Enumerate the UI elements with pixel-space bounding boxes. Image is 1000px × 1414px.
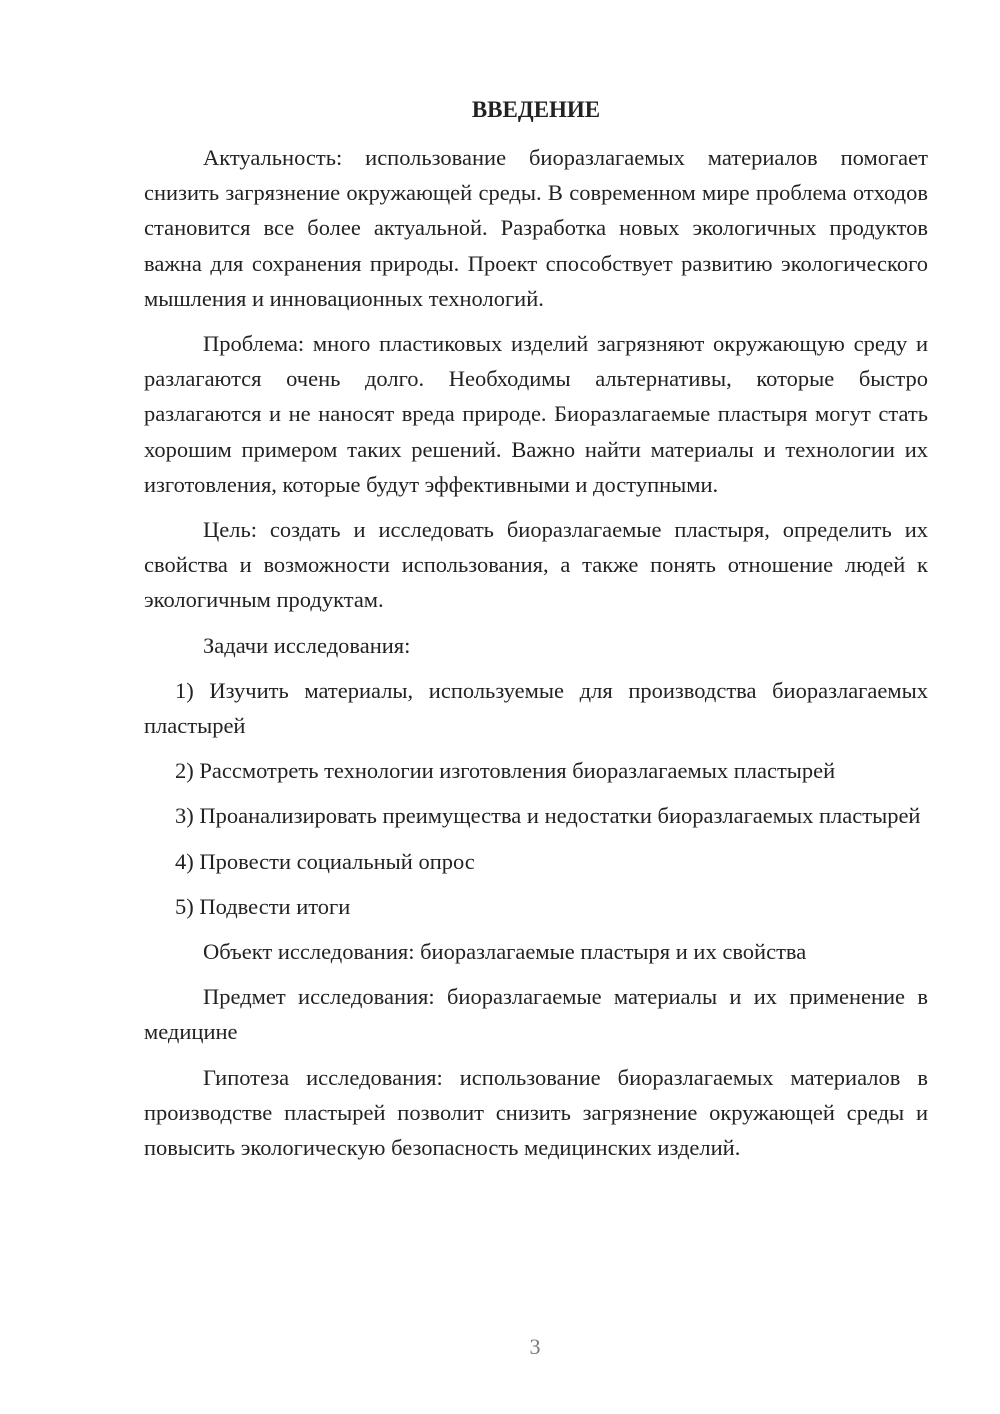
document-body	[144, 92, 928, 1175]
task-item-4: 4) Провести социальный опрос	[175, 848, 475, 874]
task-item-1: 1) Изучить материалы, используемые для производства биоразлагаемых пластырей	[144, 677, 928, 739]
task-item-5: 5) Подвести итоги	[175, 893, 351, 919]
page-number: 3	[529, 1334, 541, 1359]
paragraph-goal: Цель: создать и исследовать биоразлагаемые пластыря, определить их свойства и возможности использования, а также понять отношение людей к экологичным продуктам.	[144, 517, 928, 613]
paragraph-subject: Предмет исследования: биоразлагаемые материалы и их применение в медицине	[144, 984, 928, 1045]
task-item-3: 3) Проанализировать преимущества и недостатки биоразлагаемых пластырей	[175, 803, 921, 829]
paragraph-relevance: Актуальность: использование биоразлагаемых материалов помогает снизить загрязнение окружающей среды. В современном мире проблема отходов становится все более актуальной. Разработка новых экологичных продуктов важна для сохранения природы. Проект способствует развитию экологического мышления и инновационных технологий.	[144, 145, 928, 311]
task-item-2: 2) Рассмотреть технологии изготовления биоразлагаемых пластырей	[175, 758, 836, 784]
page-title: ВВЕДЕНИЕ	[471, 97, 601, 122]
paragraph-problem: Проблема: много пластиковых изделий загрязняют окружающую среду и разлагаются очень долго. Необходимы альтернативы, которые быстро разлагаются и не наносят вреда природе. Биоразлагаемые пластыря могут стать хорошим примером таких решений. Важно найти материалы и технологии их изготовления, которые будут эффективными и доступными.	[144, 331, 928, 497]
paragraph-hypothesis: Гипотеза исследования: использование биоразлагаемых материалов в производстве пластырей позволит снизить загрязнение окружающей среды и повысить экологическую безопасность медицинских изделий.	[144, 1064, 928, 1161]
paragraph-object: Объект исследования: биоразлагаемые пластыря и их свойства	[203, 939, 807, 965]
tasks-heading: Задачи исследования:	[203, 632, 411, 658]
